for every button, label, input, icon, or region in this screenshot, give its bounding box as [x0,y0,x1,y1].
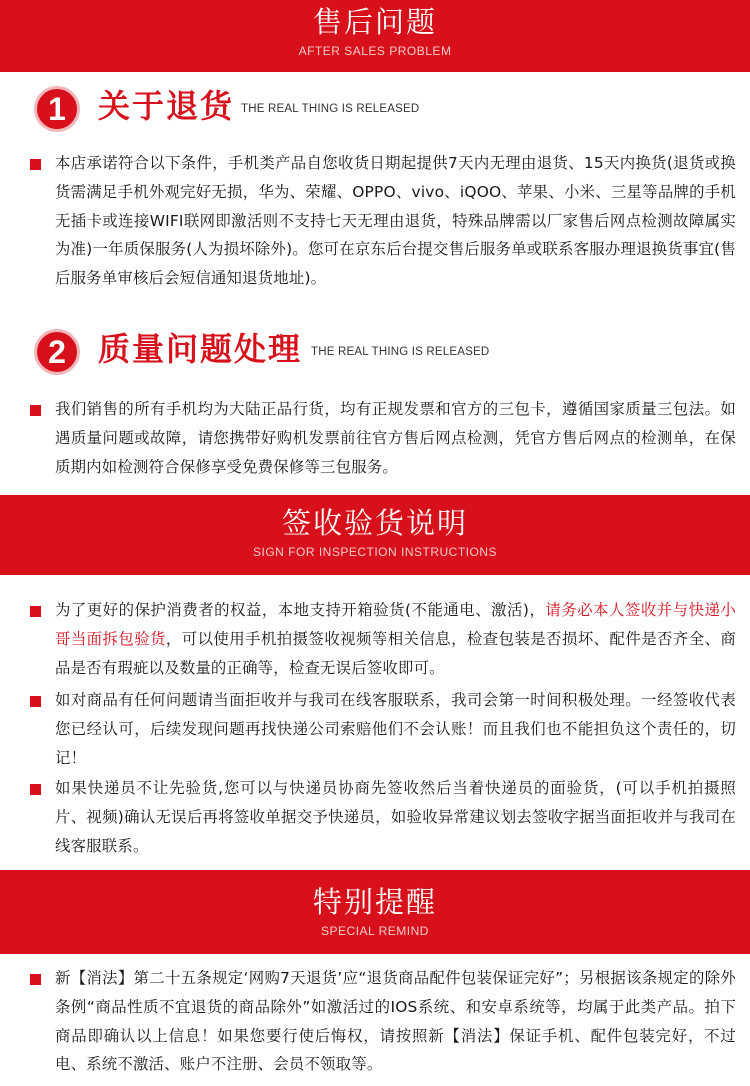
section-returns-tag: THE REAL THING IS RELEASED [241,103,420,115]
number-two-badge: 2 [34,329,80,375]
special-title: 特别提醒 [312,885,437,919]
inspection-text-2: 如对商品有任何问题请当面拒收并与我司在线客服联系，我司会第一时间积极处理。一经签收代表您已经认可，后续发现问题再找快递公司索赔他们不会认账！而且我们也不能担负这个责任的，切记！ [55,691,736,767]
inspection-text-1-before: 为了更好的保护消费者的权益，本地支持开箱验货(不能通电、激活)， [55,601,546,619]
section-quality-tag: THE REAL THING IS RELEASED [311,346,490,358]
inspection-paragraph-2 [30,686,736,772]
inspection-paragraph-3 [30,774,736,860]
inspection-banner [0,495,750,575]
inspection-title: 签收验货说明 [281,506,468,540]
square-bullet-icon [30,784,41,795]
square-bullet-icon [30,696,41,707]
after-sales-title: 售后问题 [312,5,437,39]
special-paragraph [30,964,736,1079]
inspection-paragraph-1 [30,596,736,682]
inspection-text-1 [55,596,736,682]
returns-paragraph [30,149,736,293]
special-banner [0,870,750,954]
square-bullet-icon [30,606,41,617]
inspection-text-3: 如果快递员不让先验货,您可以与快递员协商先签收然后当着快递员的面验货，(可以手机拍摄照片、视频)确认无误后再将签收单据交予快递员，如验收异常建议划去签收字据当面拒收并与我司在线客服联系。 [55,779,736,855]
quality-paragraph [30,395,736,481]
inspection-subtitle: SIGN FOR INSPECTION INSTRUCTIONS [252,545,497,559]
square-bullet-icon [30,405,41,416]
returns-text: 本店承诺符合以下条件，手机类产品自您收货日期起提供7天内无理由退货、15天内换货(退货或换货需满足手机外观完好无损，华为、荣耀、OPPO、vivo、iQOO、苹果、小米、三星等品牌的手机无插卡或连接WIFI联网即激活则不支持七天无理由退货，特殊品牌需以厂家售后网点检测故障属实为准)一年质保服务(人为损坏除外)。您可在京东后台提交售后服务单或联系客服办理退换货事宜(售后服务单审核后会短信通知退货地址)。 [55,154,736,288]
square-bullet-icon [30,974,41,985]
special-text: 新【消法】第二十五条规定‘网购7天退货’应“退货商品配件包装保证完好”；另根据该条规定的除外条例“商品性质不宜退货的商品除外”如激活过的IOS系统、和安卓系统等，均属于此类产品。拍下商品即确认以上信息！如果您要行使后悔权，请按照新【消法】保证手机、配件包装完好，不过电、系统不激活、账户不注册、会员不领取等。 [55,969,736,1074]
inspection-highlight: 请务必本人签收并与快递小哥当面拆包验货 [55,601,736,648]
special-subtitle: SPECIAL REMIND [321,924,429,938]
inspection-text-1-after: ，可以使用手机拍摄签收视频等相关信息，检查包装是否损坏、配件是否齐全、商品是否有瑕疵以及数量的正确等，检查无误后签收即可。 [55,629,736,677]
square-bullet-icon [30,159,41,170]
after-sales-subtitle: AFTER SALES PROBLEM [298,44,452,58]
number-one-badge: 1 [34,86,80,132]
section-quality-title: 质量问题处理 [98,330,303,368]
quality-text: 我们销售的所有手机均为大陆正品行货，均有正规发票和官方的三包卡，遵循国家质量三包法。如遇质量问题或故障，请您携带好购机发票前往官方售后网点检测，凭官方售后网点的检测单，在保质期内如检测符合保修享受免费保修等三包服务。 [55,400,736,476]
after-sales-banner [0,0,750,72]
section-returns-title: 关于退货 [98,87,235,125]
